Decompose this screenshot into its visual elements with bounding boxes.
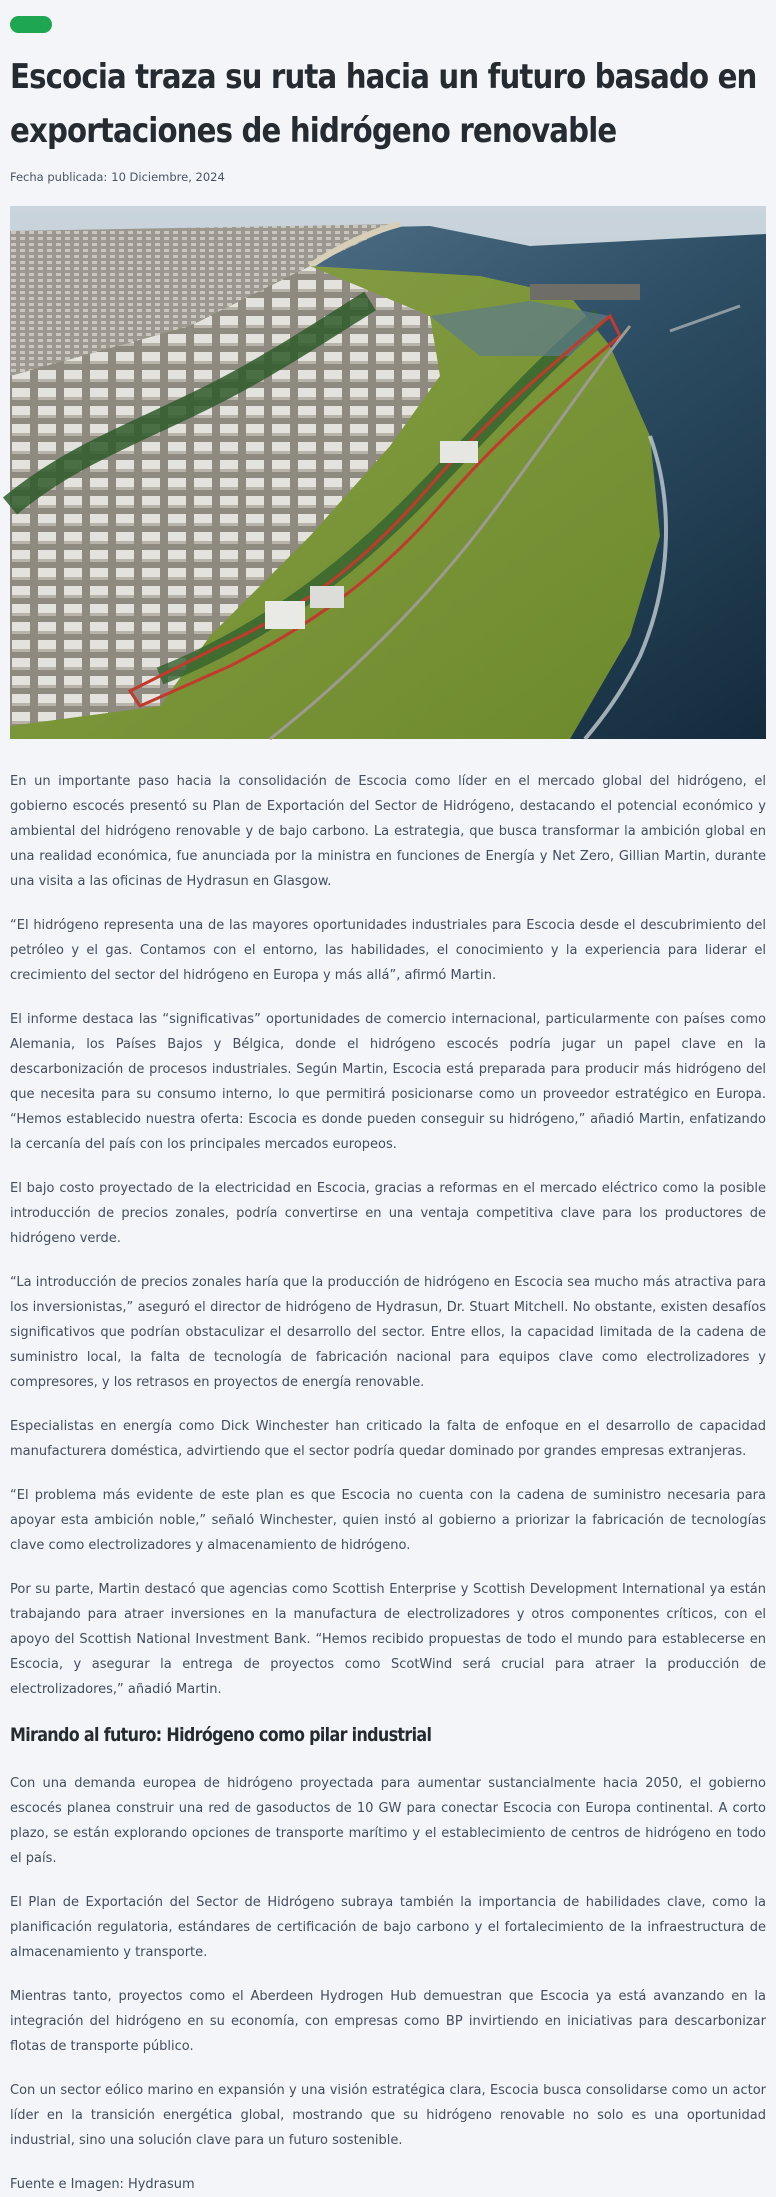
article-paragraph: En un importante paso hacia la consolidación de Escocia como líder en el mercado global del hidrógeno, el gobierno escocés presentó su Plan de Exportación del Sector de Hidrógeno, destacando el potencial económico y ambiental del hidrógeno renovable y de bajo carbono. La estrategia, que busca transformar la ambición global en una realidad económica, fue anunciada por la ministra en funciones de Energía y Net Zero, Gillian Martin, durante una visita a las oficinas de Hydrasun en Glasgow.	[10, 774, 766, 889]
article-paragraph: Por su parte, Martin destacó que agencias como Scottish Enterprise y Scottish Development International ya están trabajando para atraer inversiones en la manufactura de electrolizadores y otros componentes críticos, con el apoyo del Scottish National Investment Bank. “Hemos recibido propuestas de todo el mundo para establecerse en Escocia, y asegurar la entrega de proyectos como ScotWind será crucial para atraer la producción de electrolizadores,” añadió Martin.	[10, 1582, 766, 1697]
article-paragraph: “El hidrógeno representa una de las mayores oportunidades industriales para Escocia desde el descubrimiento del petróleo y el gas. Contamos con el entorno, las habilidades, el conocimiento y la experiencia para liderar el crecimiento del sector del hidrógeno en Europa y más allá”, afirmó Martin.	[10, 918, 766, 983]
publish-date-label: Fecha publicada:	[10, 170, 108, 184]
article-title: Escocia traza su ruta hacia un futuro basado en exportaciones de hidrógeno renovable	[10, 57, 757, 151]
publish-date	[10, 170, 766, 184]
article-body	[10, 769, 766, 2197]
source-value: Hydrasum	[127, 2177, 195, 2192]
article-paragraph: “La introducción de precios zonales haría que la producción de hidrógeno en Escocia sea mucho más atractiva para los inversionistas,” aseguró el director de hidrógeno de Hydrasun, Dr. Stuart Mitchell. No obstante, existen desafíos significativos que podrían obstaculizar el desarrollo del sector. Entre ellos, la capacidad limitada de la cadena de suministro local, la falta de tecnología de fabricación nacional para equipos clave como electrolizadores y compresores, y los retrasos en proyectos de energía renovable.	[10, 1275, 766, 1390]
source-credit	[10, 2172, 766, 2197]
article-paragraph: “El problema más evidente de este plan es que Escocia no cuenta con la cadena de suministro necesaria para apoyar esta ambición noble,” señaló Winchester, quien instó al gobierno a priorizar la fabricación de tecnologías clave como electrolizadores y almacenamiento de hidrógeno.	[10, 1488, 766, 1553]
article-paragraph: El informe destaca las “significativas” oportunidades de comercio internacional, particularmente con países como Alemania, los Países Bajos y Bélgica, donde el hidrógeno escocés podría jugar un papel clave en la descarbonización de procesos industriales. Según Martin, Escocia está preparada para producir más hidrógeno del que necesita para su consumo interno, lo que permitirá posicionarse como un proveedor estratégico en Europa. “Hemos establecido nuestra oferta: Escocia es donde pueden conseguir su hidrógeno,” añadió Martin, enfatizando la cercanía del país con los principales mercados europeos.	[10, 1012, 766, 1152]
source-label: Fuente e Imagen:	[10, 2177, 124, 2192]
publish-date-value: 10 Diciembre, 2024	[111, 170, 225, 184]
hero-image	[10, 206, 766, 739]
article-paragraph: Mientras tanto, proyectos como el Aberdeen Hydrogen Hub demuestran que Escocia ya está avanzando en la integración del hidrógeno en su economía, con empresas como BP invirtiendo en iniciativas para descarbonizar flotas de transporte público.	[10, 1989, 766, 2054]
article-paragraph: El bajo costo proyectado de la electricidad en Escocia, gracias a reformas en el mercado eléctrico como la posible introducción de precios zonales, podría convertirse en una ventaja competitiva clave para los productores de hidrógeno verde.	[10, 1181, 766, 1246]
article-paragraph: El Plan de Exportación del Sector de Hidrógeno subraya también la importancia de habilidades clave, como la planificación regulatoria, estándares de certificación de bajo carbono y el fortalecimiento de la infraestructura de almacenamiento y transporte.	[10, 1895, 766, 1960]
category-tag-pill[interactable]	[10, 16, 52, 33]
article-paragraph: Con un sector eólico marino en expansión y una visión estratégica clara, Escocia busca consolidarse como un actor líder en la transición energética global, mostrando que su hidrógeno renovable no solo es una oportunidad industrial, sino una solución clave para un futuro sostenible.	[10, 2083, 766, 2148]
article-paragraph: Con una demanda europea de hidrógeno proyectada para aumentar sustancialmente hacia 2050, el gobierno escocés planea construir una red de gasoductos de 10 GW para conectar Escocia con Europa continental. A corto plazo, se están explorando opciones de transporte marítimo y el establecimiento de centros de hidrógeno en todo el país.	[10, 1776, 766, 1866]
section-subheading: Mirando al futuro: Hidrógeno como pilar industrial	[10, 1724, 432, 1746]
article-paragraph: Especialistas en energía como Dick Winchester han criticado la falta de enfoque en el desarrollo de capacidad manufacturera doméstica, advirtiendo que el sector podría quedar dominado por grandes empresas extranjeras.	[10, 1419, 766, 1459]
